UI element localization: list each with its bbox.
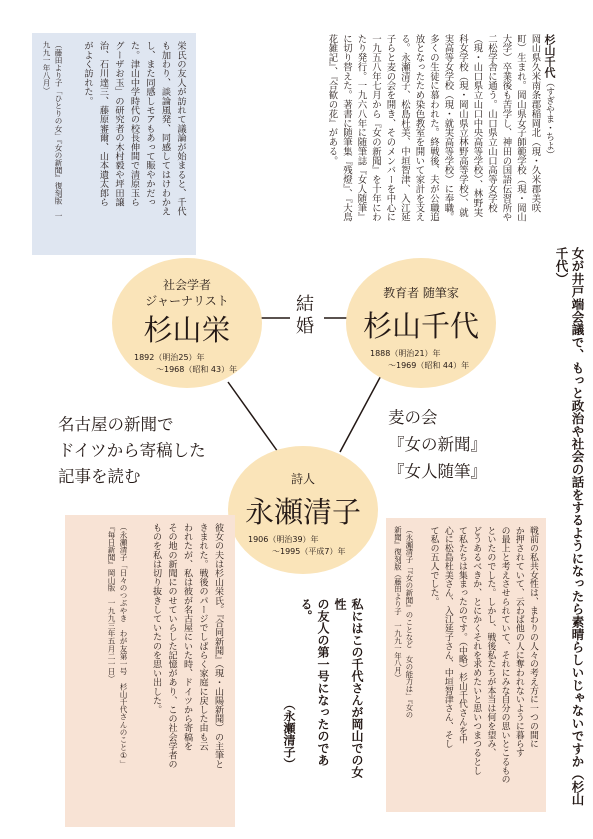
source-col: （永瀬清子「『女の新聞』のことなど 女の能力は」『女の xyxy=(405,526,414,719)
person-death: ～1968（昭和 43）年 xyxy=(156,365,238,374)
source-col: （永瀬清子「日々のつぶやき わが友第一号 杉山千代さんのこと①」 xyxy=(119,523,128,768)
person-name: 杉山千代 xyxy=(362,309,479,343)
headline-attribution: （杉山千代） xyxy=(554,247,585,806)
blue-quote-body xyxy=(80,41,189,241)
person-death: ～1969（昭和 44）年 xyxy=(388,361,470,370)
quote-col: がよく訪れた。 xyxy=(82,41,93,106)
quote-col: われたが、私は彼が名古屋にいた時、ドイツから寄稿を xyxy=(182,523,192,751)
quote-col: て私たちは集まったのです。（中略）杉山千代さんを中 xyxy=(456,526,467,744)
caption-line: 記事を読む xyxy=(58,467,141,486)
bio-name: 杉山千代 xyxy=(543,34,556,78)
pink-left-body xyxy=(148,523,226,818)
bio-col: 多くの生徒に慕われた。終戦後、夫が公職追 xyxy=(428,34,439,222)
bio-col: 一九五八年七月から『女の新聞』を十年にわ xyxy=(370,34,381,222)
nagase-quote-col: 私にはこの千代さんが岡山での女性 xyxy=(333,598,364,778)
bio-col: 放となったため染色教室を開いて家計を支え xyxy=(413,34,425,222)
quote-col: グーザお玉」の研究者の木村毅や坪田譲 xyxy=(113,41,124,207)
marriage-char: 結 xyxy=(296,294,314,315)
person-role: 教育者 随筆家 xyxy=(383,286,459,300)
person-role: 詩人 xyxy=(290,472,315,486)
source-col: 新聞』復刻版（藤田より子 一九九一年八月） xyxy=(393,526,403,682)
bio-col: 科女学校（現・岡山県立林野高等学校）、就 xyxy=(457,34,468,218)
left-caption xyxy=(58,412,206,490)
person-name: 杉山栄 xyxy=(143,313,231,347)
pink-right-source xyxy=(392,526,415,804)
headline xyxy=(553,247,585,807)
quote-box-pink-left xyxy=(65,515,235,827)
headline-text: 女が井戸端会議で、もっと政治や社会の話をするようになったら素晴らしいじゃないですか xyxy=(570,247,585,768)
caption-line: ドイツから寄稿した xyxy=(58,441,206,460)
quote-col: た。津山中学時代の校長伸間で清原玉ら xyxy=(128,41,140,207)
quote-col: 治、石川達三、藤原審爾、山本遺太郎ら xyxy=(97,41,109,207)
source-col: （藤田より子「ひとりの女」『女の新聞』復刻版 一 xyxy=(54,41,63,220)
quote-col: し、また同感しモアもあって賑やかだっ xyxy=(144,41,155,207)
marriage-char: 婚 xyxy=(296,316,314,337)
bio-col: 子らと麦の会を開き、そのメンバーを中心に xyxy=(384,34,396,222)
quote-col: 心に松島杜美さん、入江延子さん、中垣智津さん、そし xyxy=(442,526,453,749)
quote-col: どうあるべきか、とにかくそれを求めたいと思いつまつるとし xyxy=(471,526,482,775)
quote-col: て私の五人でした。 xyxy=(428,526,439,607)
bio-col: 大学）卒業後も苦学し、神田の国語伝習所や xyxy=(500,34,512,222)
person-role: 社会学者 xyxy=(162,278,211,292)
person-circle-sugiyama-chiyo xyxy=(346,258,496,388)
right-caption xyxy=(388,404,487,485)
marriage-label xyxy=(296,294,314,338)
person-name: 永瀬清子 xyxy=(244,495,361,529)
person-death: ～1995（平成7）年 xyxy=(272,547,346,556)
quote-col: 栄氏の友人が訪れて議論が始まると、千代 xyxy=(175,41,186,216)
bio-reading: （すぎやま・ちよ） xyxy=(544,78,554,159)
quote-col: ものを私は切り抜きしていたのを思い出した。 xyxy=(151,523,161,715)
quote-col: の最上と考えさせられていて、それにみな自分の思いとこるもの xyxy=(499,526,510,784)
quote-col: 彼女の夫は杉山栄氏。『合同新聞』（現・山陽新聞）の主筆と xyxy=(213,523,223,769)
bio-col: 実高等女学校（現・就実高等学校）に奉職。 xyxy=(442,34,454,222)
quote-col: も加わり、談論風発、同感してはけわかえ xyxy=(159,41,171,216)
person-birth: 1906（明治39）年 xyxy=(248,535,319,544)
biography xyxy=(324,34,556,244)
caption-line: 麦の会 xyxy=(388,408,438,427)
bio-col: （現・山口県立山口中央高等学校）、林野実 xyxy=(471,34,483,218)
bio-col: 町）生まれ。岡山県女子師範学校（現・岡山 xyxy=(515,34,526,222)
pink-left-source xyxy=(105,523,129,818)
quote-box-blue xyxy=(32,33,196,255)
quote-col: か押されていて、云わば他の人に奪われないように暮らす xyxy=(513,526,524,758)
bio-title xyxy=(542,34,557,244)
bio-col: たり発行。一九六八年に随筆誌『女人随筆』 xyxy=(355,34,367,222)
pink-right-body xyxy=(426,526,540,804)
person-circle-sugiyama-sakae xyxy=(112,258,262,388)
source-col: 九九一年八月） xyxy=(42,41,51,95)
quote-col: 戦前の私共女性は、まわりの人々の考え方に一つの間に xyxy=(528,526,538,749)
person-birth: 1888（明治21）年 xyxy=(370,349,441,358)
bio-col: 岡山県久米南条郡稲岡北（現・久米郡美咲 xyxy=(529,34,541,213)
bio-col: 花雑記』、『合歓の花』がある。 xyxy=(326,34,338,166)
caption-line: 『女の新聞』 xyxy=(388,435,487,454)
bio-col: る。永瀬清子、松島杜美、中垣智津、入江延 xyxy=(399,34,410,222)
nagase-quote-attr: （永瀬清子） xyxy=(282,698,296,770)
quote-col: その地の新聞にのせていらした記憶があり、この社会学者の xyxy=(166,523,177,769)
source-col: 『毎日新聞』岡山版 一九九三年五月二一日） xyxy=(107,523,116,683)
blue-quote-source xyxy=(40,41,64,241)
person-role-2: ジャーナリスト xyxy=(145,294,229,308)
bio-col: 二松学舎に通う。山口県立山口高等女学校 xyxy=(486,34,497,213)
nagase-quote xyxy=(280,598,365,788)
quote-col: といたのでした。しかし、戦後私たちが本当は何を望み、 xyxy=(485,526,496,758)
person-circle-nagase-kiyoko xyxy=(228,446,378,574)
nagase-quote-col: の友人の第一号になったのである。 xyxy=(299,598,330,766)
caption-line: 『女人随筆』 xyxy=(388,462,487,481)
caption-line: 名古屋の新聞で xyxy=(58,415,174,434)
quote-box-pink-right xyxy=(386,518,546,812)
person-birth: 1892（明治25）年 xyxy=(134,353,205,362)
quote-col: きまれた。戦後のパージでしばらく家庭に戻した由も云 xyxy=(197,523,208,751)
bio-col: に切り替えた。著書に随筆集『残燈』、『大鳥 xyxy=(341,34,352,222)
